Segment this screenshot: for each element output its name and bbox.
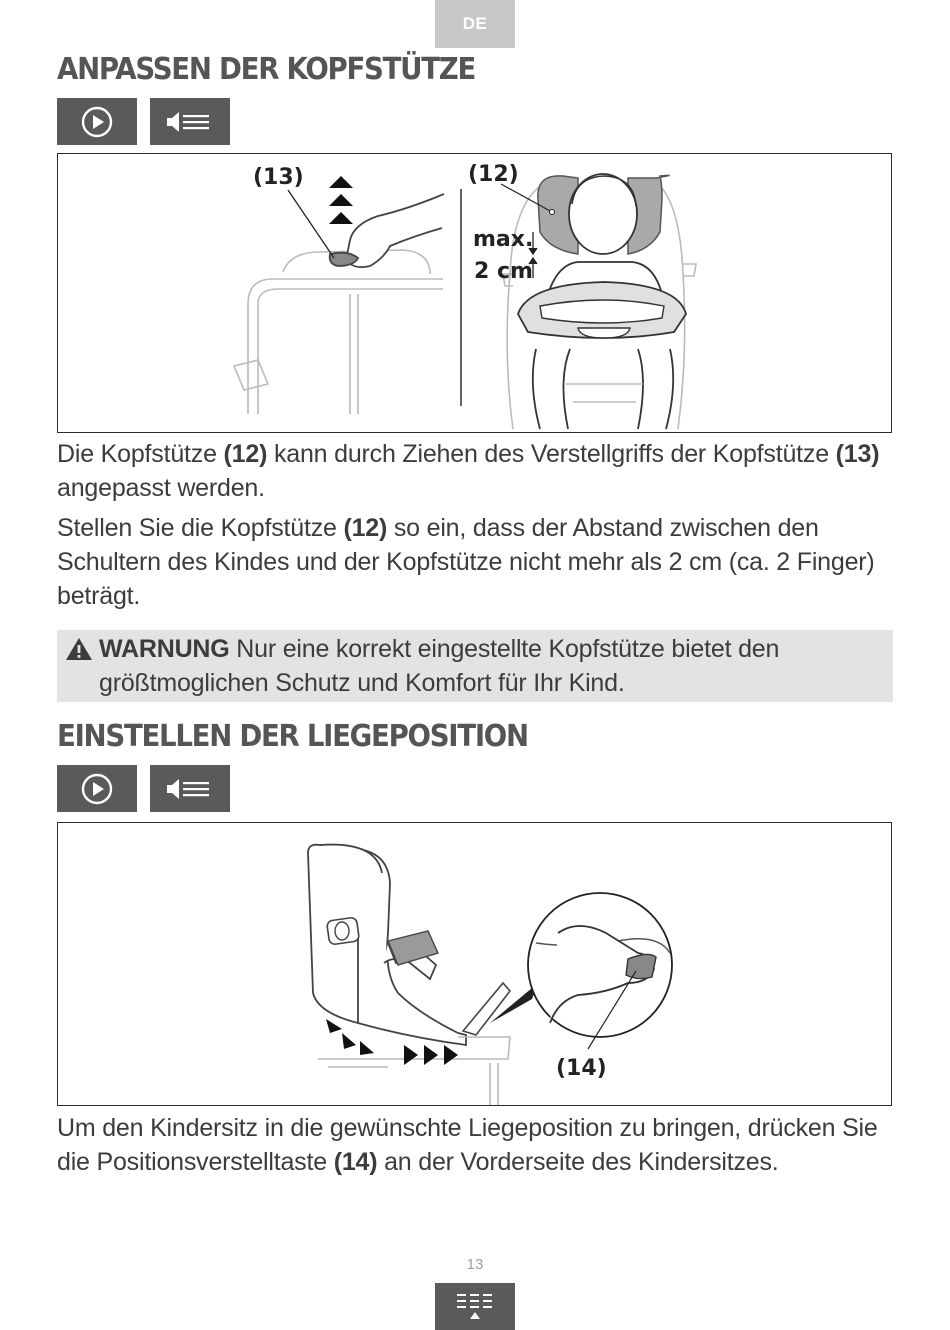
instruction-headrest-adjust: Die Kopfstütze (12) kann durch Ziehen des Verstellgriffs der Kopfstütze (13) angepasst werden. (57, 440, 880, 502)
video-button[interactable] (57, 98, 137, 145)
callout-headrest-label: (12) (468, 162, 519, 187)
speaker-list-icon (165, 109, 215, 135)
table-of-contents-icon (455, 1291, 495, 1323)
play-circle-icon (80, 772, 114, 806)
audio-button[interactable] (150, 98, 230, 145)
page-number: 13 (466, 1256, 484, 1273)
warning-box (57, 630, 893, 702)
warning-text: Nur eine korrekt eingestellte Kopfstütze bietet den größtmoglichen Schutz und Komfort für Ihr Kind. (99, 635, 780, 697)
callout-handle-label: (13) (253, 165, 304, 190)
headrest-illustration (57, 153, 892, 433)
section-title-recline: EINSTELLEN DER LIEGEPOSITION (57, 719, 528, 754)
speaker-list-icon (165, 776, 215, 802)
language-tab: DE (435, 0, 515, 48)
video-button-2[interactable] (57, 765, 137, 812)
recline-illustration (57, 822, 892, 1106)
callout-recline-button-label: (14) (556, 1056, 607, 1081)
play-circle-icon (80, 105, 114, 139)
warning-label: WARNUNG (99, 635, 230, 663)
instruction-headrest-distance: Stellen Sie die Kopfstütze (12) so ein, dass der Abstand zwischen den Schultern des Kindes und der Kopfstütze nicht mehr als 2 cm (ca. 2 Finger) beträgt. (57, 514, 875, 610)
table-of-contents-button[interactable] (435, 1283, 515, 1330)
headrest-drawing (58, 154, 893, 434)
audio-button-2[interactable] (150, 765, 230, 812)
section-title-headrest: ANPASSEN DER KOPFSTÜTZE (57, 52, 476, 87)
distance-value-label: 2 cm (474, 259, 533, 284)
warning-triangle-icon (65, 637, 93, 661)
distance-max-label: max. (473, 227, 534, 252)
recline-drawing (58, 823, 893, 1107)
instruction-recline: Um den Kindersitz in die gewünschte Liegeposition zu bringen, drücken Sie die Positionsverstelltaste (14) an der Vorderseite des Kindersitzes. (57, 1114, 878, 1176)
